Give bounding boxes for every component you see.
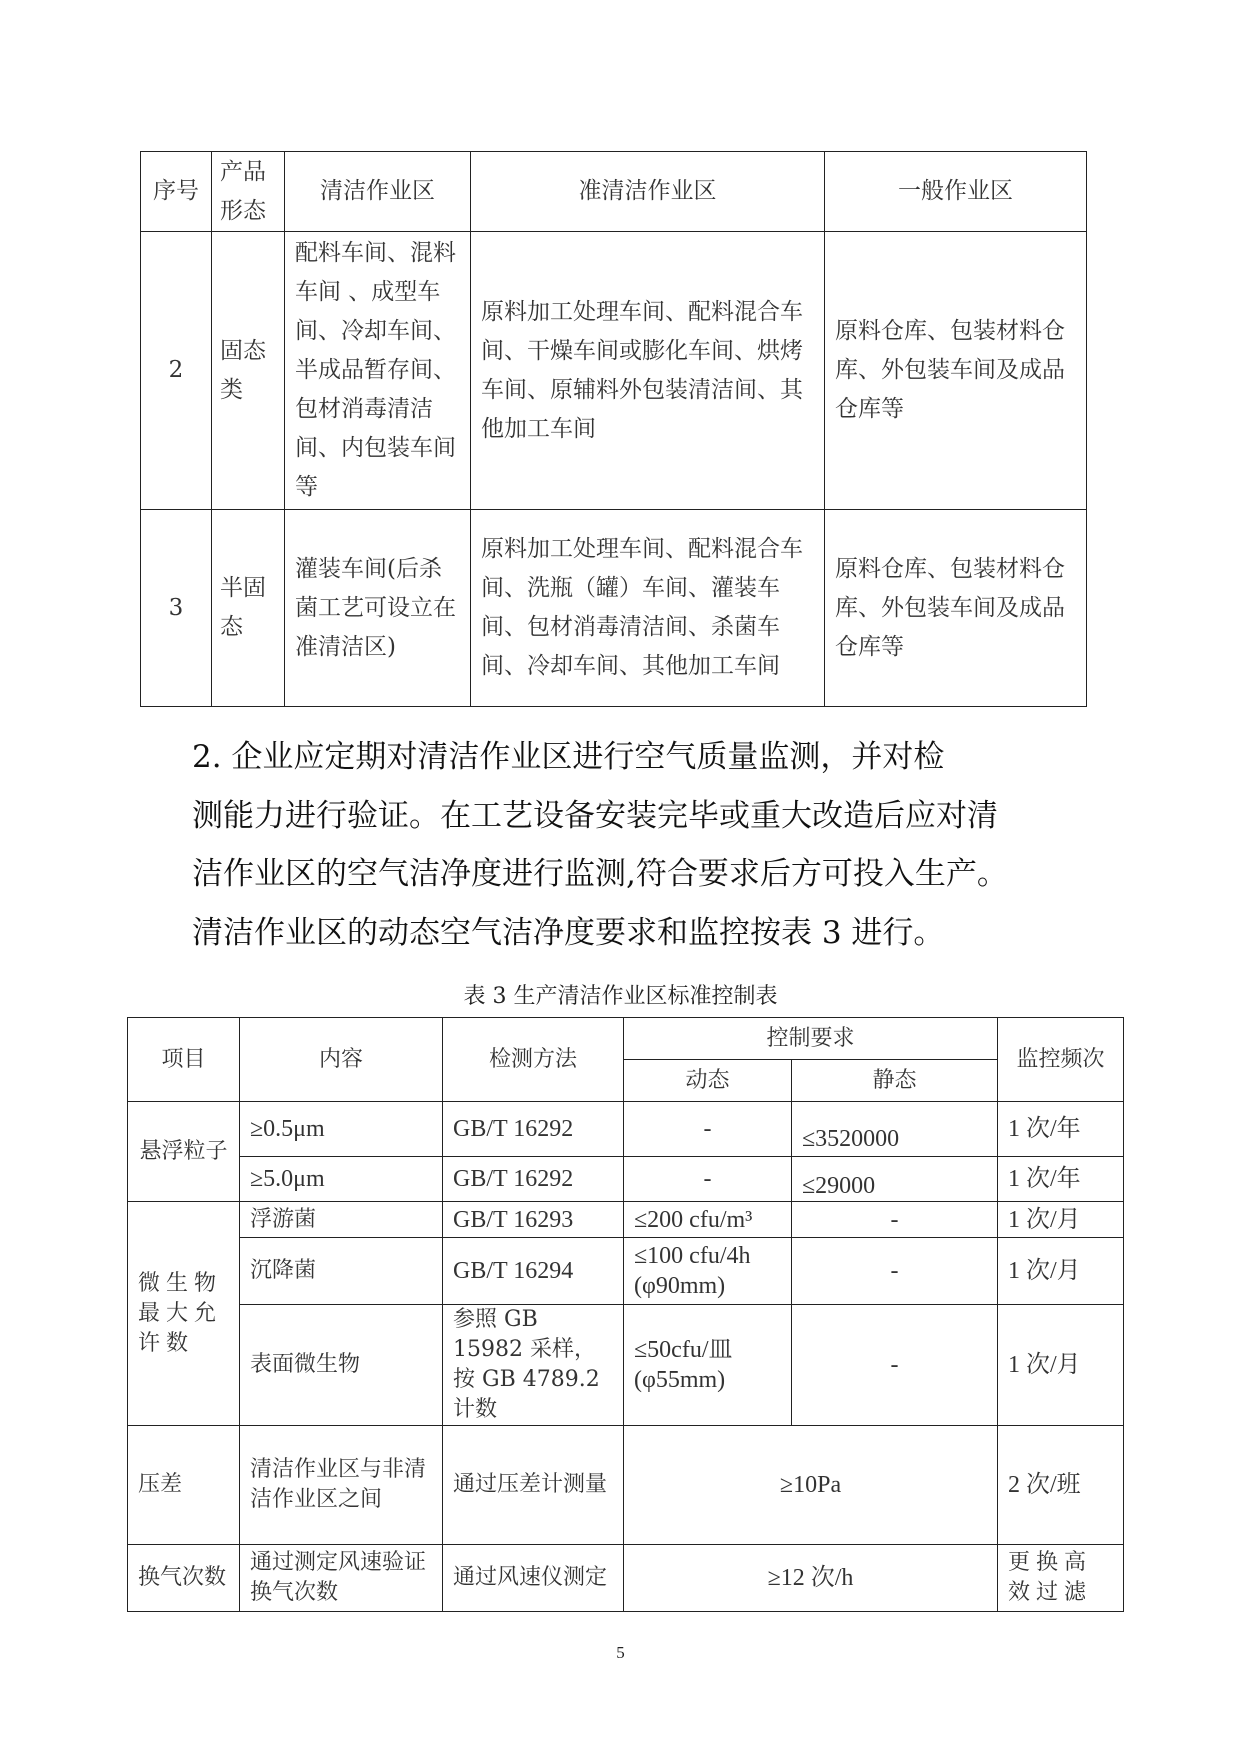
row-content: 清洁作业区与非清洁作业区之间 (240, 1426, 443, 1545)
row-form: 固态类 (212, 232, 285, 510)
row-method: GB/T 16294 (443, 1238, 624, 1305)
row-content: 浮游菌 (240, 1202, 443, 1238)
table-header-row (141, 152, 1087, 232)
header-frequency: 监控频次 (998, 1018, 1124, 1102)
body-paragraph (192, 728, 1072, 962)
header-method: 检测方法 (443, 1018, 624, 1102)
table-row (141, 510, 1087, 707)
row-content: 沉降菌 (240, 1238, 443, 1305)
row-dynamic: - (624, 1102, 792, 1157)
row-method: GB/T 16293 (443, 1202, 624, 1238)
zone-classification-table (140, 151, 1087, 707)
row-quasi-clean-zone: 原料加工处理车间、配料混合车间、干燥车间或膨化车间、烘烤车间、原辅料外包装清洁间、其他加工车间 (471, 232, 825, 510)
row-dynamic: - (624, 1157, 792, 1202)
group-microbe-limit: 微生物最大允许数 (128, 1202, 240, 1426)
table-row (128, 1305, 1124, 1426)
header-clean-zone: 清洁作业区 (285, 152, 471, 232)
header-seq: 序号 (141, 152, 212, 232)
row-frequency: 1 次/年 (998, 1102, 1124, 1157)
table-row (128, 1238, 1124, 1305)
paragraph-line: 清洁作业区的动态空气洁净度要求和监控按表 3 进行。 (192, 914, 945, 951)
header-form: 产品形态 (212, 152, 285, 232)
clean-zone-control-table (127, 1017, 1124, 1612)
table-row (128, 1426, 1124, 1545)
row-static: - (792, 1305, 998, 1426)
header-general-zone: 一般作业区 (825, 152, 1087, 232)
row-method: 通过风速仪测定 (443, 1545, 624, 1612)
row-control-value: ≥10Pa (624, 1426, 998, 1545)
row-method: GB/T 16292 (443, 1102, 624, 1157)
row-method: GB/T 16292 (443, 1157, 624, 1202)
row-dynamic: ≤100 cfu/4h (φ90mm) (624, 1238, 792, 1305)
row-frequency: 更换高效过滤 (998, 1545, 1124, 1612)
row-content: 通过测定风速验证换气次数 (240, 1545, 443, 1612)
table-row (128, 1202, 1124, 1238)
row-form: 半固态 (212, 510, 285, 707)
page-number: 5 (616, 1643, 625, 1662)
header-control-requirement: 控制要求 (624, 1018, 998, 1060)
header-dynamic: 动态 (624, 1060, 792, 1102)
row-dynamic: ≤50cfu/皿 (φ55mm) (624, 1305, 792, 1426)
row-content: 表面微生物 (240, 1305, 443, 1426)
header-quasi-clean-zone: 准清洁作业区 (471, 152, 825, 232)
table-row (128, 1102, 1124, 1157)
row-general-zone: 原料仓库、包装材料仓库、外包装车间及成品仓库等 (825, 510, 1087, 707)
row-content: ≥0.5μm (240, 1102, 443, 1157)
table-header-row (128, 1018, 1124, 1060)
row-static: ≤3520000 (792, 1102, 998, 1157)
row-seq: 2 (141, 232, 212, 510)
row-clean-zone: 配料车间、混料车间 、成型车间、冷却车间、半成品暂存间、包材消毒清洁间、内包装车间等 (285, 232, 471, 510)
row-seq: 3 (141, 510, 212, 707)
paragraph-line: 2. 企业应定期对清洁作业区进行空气质量监测，并对检 (192, 739, 945, 775)
table-row (128, 1545, 1124, 1612)
paragraph-line: 洁作业区的空气洁净度进行监测,符合要求后方可投入生产。 (192, 856, 1008, 892)
row-frequency: 2 次/班 (998, 1426, 1124, 1545)
row-frequency: 1 次/月 (998, 1238, 1124, 1305)
row-item: 压差 (128, 1426, 240, 1545)
header-static: 静态 (792, 1060, 998, 1102)
row-static: - (792, 1238, 998, 1305)
table-caption: 表 3 生产清洁作业区标准控制表 (463, 984, 778, 1009)
row-control-value: ≥12 次/h (624, 1545, 998, 1612)
group-suspended-particles: 悬浮粒子 (128, 1102, 240, 1202)
row-frequency: 1 次/月 (998, 1305, 1124, 1426)
paragraph-line: 测能力进行验证。在工艺设备安装完毕或重大改造后应对清 (192, 797, 998, 834)
row-frequency: 1 次/月 (998, 1202, 1124, 1238)
row-clean-zone: 灌装车间(后杀菌工艺可设立在准清洁区) (285, 510, 471, 707)
table-row (128, 1157, 1124, 1202)
row-method: 通过压差计测量 (443, 1426, 624, 1545)
row-general-zone: 原料仓库、包装材料仓库、外包装车间及成品仓库等 (825, 232, 1087, 510)
row-method: 参照 GB 15982 采样，按 GB 4789.2 计数 (443, 1305, 624, 1426)
row-content: ≥5.0μm (240, 1157, 443, 1202)
table-row (141, 232, 1087, 510)
row-dynamic: ≤200 cfu/m³ (624, 1202, 792, 1238)
row-static: ≤29000 (792, 1157, 998, 1202)
row-frequency: 1 次/年 (998, 1157, 1124, 1202)
row-quasi-clean-zone: 原料加工处理车间、配料混合车间、洗瓶（罐）车间、灌装车间、包材消毒清洁间、杀菌车间、冷却车间、其他加工车间 (471, 510, 825, 707)
row-static: - (792, 1202, 998, 1238)
row-item: 换气次数 (128, 1545, 240, 1612)
header-item: 项目 (128, 1018, 240, 1102)
header-content: 内容 (240, 1018, 443, 1102)
